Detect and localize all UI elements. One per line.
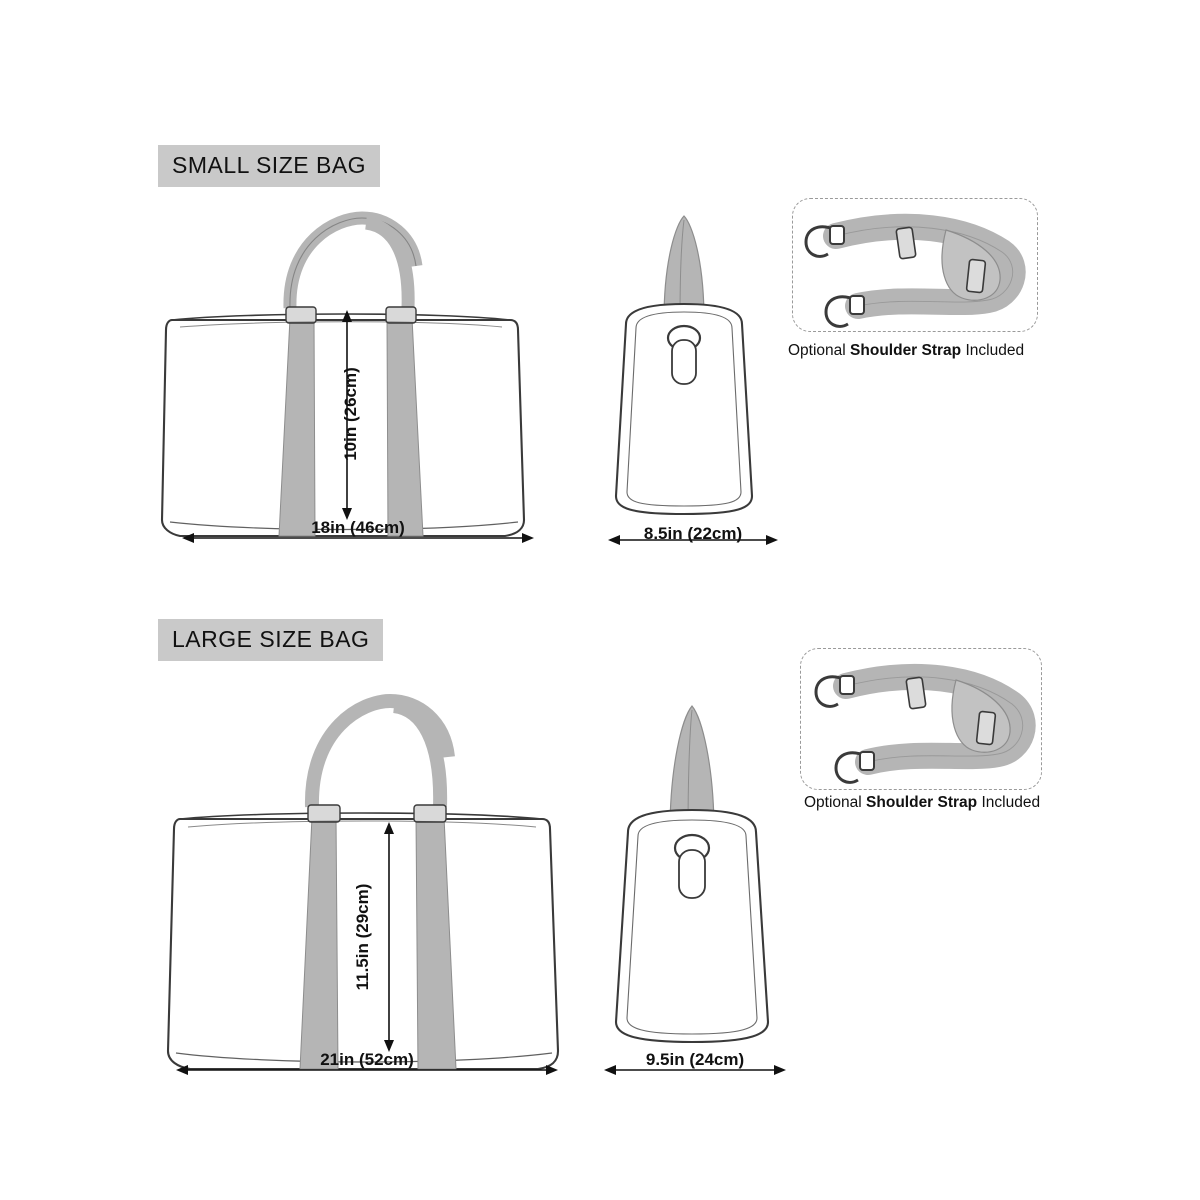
strap-hook-bottom-large xyxy=(836,752,874,782)
large-height-dimension-line xyxy=(372,822,406,1052)
section-title-small: SMALL SIZE BAG xyxy=(158,145,380,187)
large-strap-caption xyxy=(804,794,1040,812)
small-depth-label: 8.5in (22cm) xyxy=(643,524,743,543)
large-strap-caption-prefix: Optional xyxy=(804,794,867,811)
large-bag-side-illustration xyxy=(580,682,810,1062)
handle-left-large xyxy=(312,701,448,807)
small-strap-caption xyxy=(788,342,1024,360)
large-strap-caption-suffix: Included xyxy=(977,794,1041,811)
shoulder-strap-large-illustration xyxy=(804,652,1038,786)
section-large-size-bag xyxy=(0,472,1200,1132)
small-strap-caption-prefix: Optional xyxy=(788,342,851,359)
small-strap-caption-suffix: Included xyxy=(961,342,1025,359)
section-title-large: LARGE SIZE BAG xyxy=(158,619,383,661)
small-width-label: 18in (46cm) xyxy=(311,518,405,537)
large-depth-label: 9.5in (24cm) xyxy=(645,1050,745,1069)
small-height-label: 10in (26cm) xyxy=(341,367,360,461)
large-strap-caption-bold: Shoulder Strap xyxy=(866,794,978,811)
handle-left-small xyxy=(290,218,416,308)
strap-hook-bottom-small xyxy=(826,296,864,326)
small-strap-caption-bold: Shoulder Strap xyxy=(850,342,962,359)
large-width-label: 21in (52cm) xyxy=(320,1050,414,1069)
shoulder-strap-small-illustration xyxy=(796,200,1034,328)
large-height-label: 11.5in (29cm) xyxy=(353,883,372,991)
